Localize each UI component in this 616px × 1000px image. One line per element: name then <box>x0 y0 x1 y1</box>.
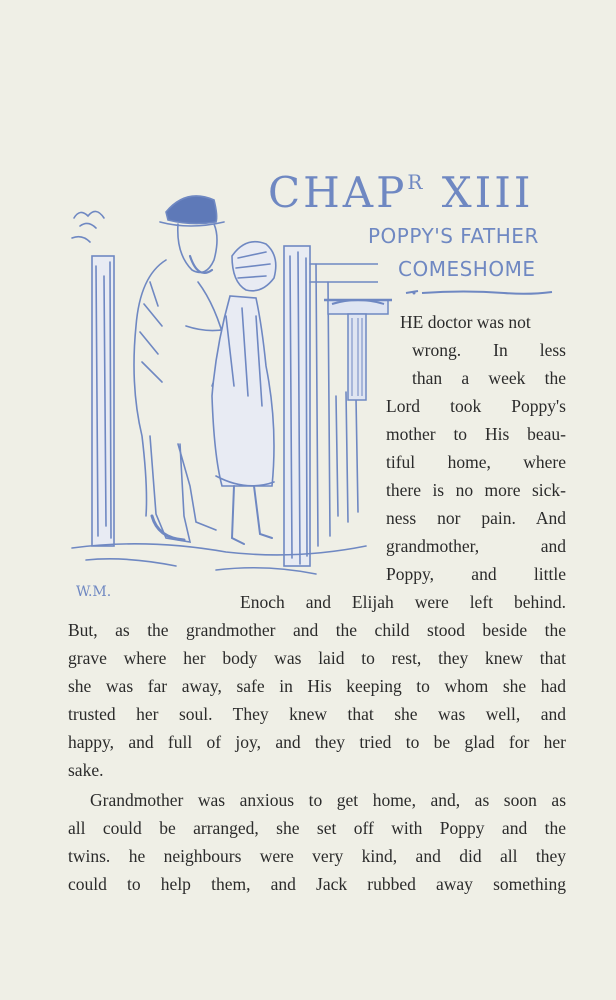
text-line: than a week the <box>412 368 566 388</box>
chapter-subtitle-line-1: POPPY'S FATHER <box>368 224 539 248</box>
chapter-numeral: XIII <box>441 168 534 217</box>
chapter-label-superscript: R <box>407 170 426 194</box>
chapter-label: CHAP <box>268 168 408 217</box>
text-line: there is no more sick- <box>386 480 566 500</box>
text-line: Grandmother was anxious to get home, and, as soon as <box>90 790 566 810</box>
text-line: Enoch and Elijah were left behind. <box>240 592 566 612</box>
text-line: she was far away, safe in His keeping to whom she had <box>68 676 566 696</box>
text-line: happy, and full of joy, and they tried to be glad for her <box>68 732 566 752</box>
text-line: sake. <box>68 760 104 780</box>
drop-cap <box>322 292 394 410</box>
text-line: wrong. In less <box>412 340 566 360</box>
text-line: could to help them, and Jack rubbed away something <box>68 874 566 894</box>
text-line: twins. he neighbours were very kind, and did all they <box>68 846 566 866</box>
text-line: Poppy, and little <box>386 564 566 584</box>
text-line: all could be arranged, she set off with Poppy and the <box>68 818 566 838</box>
text-line: HE doctor was not <box>400 312 531 332</box>
text-line: grandmother, and <box>386 536 566 556</box>
text-line: Lord took Poppy's <box>386 396 566 416</box>
illustrator-signature: W.M. <box>76 584 112 600</box>
text-line: grave where her body was laid to rest, they knew that <box>68 648 566 668</box>
chapter-underline-ornament <box>404 287 554 299</box>
chapter-subtitle-line-2: COMESHOME <box>398 257 536 281</box>
text-line: tiful home, where <box>386 452 566 472</box>
text-line: trusted her soul. They knew that she was well, and <box>68 704 566 724</box>
text-line: ness nor pain. And <box>386 508 566 528</box>
text-line: But, as the grandmother and the child stood beside the <box>68 620 566 640</box>
text-line: mother to His beau- <box>386 424 566 444</box>
